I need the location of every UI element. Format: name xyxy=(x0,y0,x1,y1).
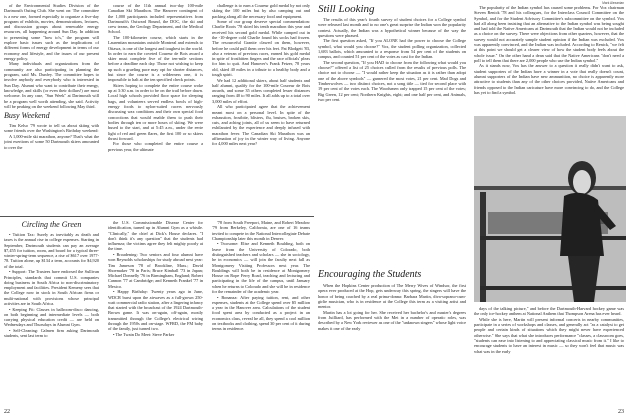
paragraph: • Support: The Trustees have endorsed the Sullivan Principles, standards that commit U.S. companies doing business in South Africa to non-discriminatory employment and facilities. President Kemeny sees that the College now in stock in South African firms or multi-national with provisions whose principal activities are in South Africa. xyxy=(4,269,99,307)
enc-col1-paragraphs xyxy=(318,283,466,331)
page-number-left: 22 xyxy=(4,409,10,415)
paragraph: '78 from South Freeport, Maine, and Robert Meadow '79 from Berkeley, California, are one of 16 teams invited to compete in the National Intercollegiate Debate Championship later this month in Denver. xyxy=(212,220,310,241)
paragraph: While she is here, Martin will present informal concerts in nearby communities, participate in a series of workshops and classes, and generally act "as a catalyst to get people and certain kinds of situations which they might never have experienced otherwise." She says that what she introduces performance "classes, a classroom goes, "students can ease into listening to and appreciating classical music from it." I like to encourage students to have an interest in music — so they won't feel that music was what was in the early xyxy=(474,316,624,354)
still-looking-title: Still Looking xyxy=(318,3,375,15)
box-col3-paragraphs xyxy=(212,220,310,332)
paragraph: • Tuition Tax: Surely as inevitably as death and taxes is the annual rise in college expenses. Starting in September, Dartmouth students can pay an average $7,455 for tuition, room, and board for a typical three-winter-spring-term sequence, a rise of $617 over 1977-78. Tuition alone, up $134 a term, accounts for $4,920 of the total. xyxy=(4,232,99,269)
circling-box-col3 xyxy=(212,220,310,405)
encouraging-title: Encouraging the Students xyxy=(318,269,422,280)
paragraph: • Broadening: Two seniors and four alumni have won Reynolds scholarships for study abroad next year: Tim Jameson '78 of Brookline, Mass.; David Shoemaker '78 in Paris; Bruce Kimball '73 in Japan; Michael Donnelly '76 in Birmingham, England; Robert Cannon '77 at Cambridge; and Kenneth Frankel '77 in Mexico. xyxy=(108,251,203,289)
page-number-right: 23 xyxy=(618,409,624,415)
paragraph: The first question asked, "If you ALONE had the power to choose the College symbol, what would you choose?" Vox, the student polling organization, collected 1,683 ballots, which amounted to a response from 54 per cent of the students on campus, and counted 51 per cent of the votes as cast for the Indian. xyxy=(318,38,466,60)
circling-box-col2 xyxy=(108,220,203,405)
paragraph: Tim Kelso '79 wrote to tell us about skiing with some friends over the Washington's Birthday weekend: xyxy=(4,123,99,134)
paragraph: As it stands now, Vox has the answer to a question it really didn't want to ask, student supporters of the Indian have a winner in a vote that really doesn't count, alumni supporters of the Indian have new ammunition, no choice is apparently more attractive to students than any of the other choices provided, Native Americans and friends opposed to the Indian caricature have more convincing to do, and the College has yet to find a symbol. xyxy=(474,63,624,95)
paragraph: • The Twain Do Meet: Steve Parker xyxy=(113,331,175,337)
left-col1-paragraphs xyxy=(4,3,99,109)
paragraph: When the Hopkins Center production of The Merry Wives of Windsor, the first opera ever produced at the Hop, gets underway this spring, the singers will have the honor of being coached by a real prima-donna: Barbara Martin, diva-soprano-cum-girlie musician, who is in residence at the College this term as a visiting artist and mentor. xyxy=(318,283,466,310)
left-col3-paragraphs xyxy=(212,3,310,147)
paragraph: • Twosome: Elise and Kenneth Boulding, both on leave from the University of Colorado, both distinguished teachers and scholars — she in sociology, he in economics — will join the faculty next fall as Montgomery Visiting Professors next year. The Bouldings will both be in residence at Montgomery House on Rope Ferry Road, teaching and lecturing and participating in the life of the campus, until January when he returns to Colorado and she will be in residence for the remainder of the academic year. xyxy=(212,241,310,295)
paragraph: • Bonanza: After paying tuition, rent, and other expenses, students at the College spend over $5 million a year in the Hanover area. Calculations of the student food spent area by conducted as a project in an economics class, reveal he all, they spend a cool million on textbooks and clothing, spend 30 per cent of it during terms in residence. xyxy=(212,294,310,332)
still-col1-paragraphs xyxy=(318,17,466,102)
paragraph: All who participated agree that the achievement meant most on a personal level. In spite of the exhaustion, frostbite, blisters, flu, bruises, broken skis, cuts, and aching joints, all of us seem to have returned exhilarated by the experience and deeply infused with marathon fever. The Canadian Ski Marathon was an affirmation of joy in the winter way of living. Anyone for 4,000 miles next year? xyxy=(212,104,310,147)
paragraph: Martin has a lot going for her. She received her bachelor's and master's degrees from Juilliard, has performed with the Met in a number of operatic roles, was described by a New York reviewer as one of the "unknown singers" whose light voice makes it one of the early xyxy=(318,309,466,331)
still-col2-paragraphs xyxy=(474,5,624,95)
paragraph: A 1,000-mile ski marathon, anyone? That's what the joint exertions of some 50 Dartmouth skiers amounted to over the xyxy=(4,133,99,150)
enc-col2 xyxy=(474,306,624,407)
paragraph: Many individuals and organizations from the community are also participating in planning the program, said Ms. Dunfey. The committee hopes to involve anybody and everybody who is interested in Sun Day. Alumni who want to contribute their energy, knowledge, and skills (or even their dollars!) are most welcome. In any case, "Sun Week" at Dartmouth will be a program well worth attending, she said. Activity will be peaking on the weekend following May third. xyxy=(4,61,99,109)
box-col1-paragraphs xyxy=(4,232,99,339)
paragraph: Skiers hoping to complete the entire course woke up at 3:30 a.m. in order to be on the trail before dawn. Local high schools provided floor space for sleeping bags, and volunteers served endless bowls of high-energy foods to nylon-suited racers nervously discussing wax conditions and their own special food concoctions that would enable them to push their bodies through ten or more hours of skiing. We were bused to the start, and at 5:45 a.m., under the eerie light of red and green flares, the first 100 or so skiers thrust forward. xyxy=(108,82,203,141)
singer-photo xyxy=(474,116,626,302)
paragraph: For those who completed the entire course a previous year, the ultimate xyxy=(108,141,203,152)
circling-the-green-heading: Circling the Green xyxy=(21,220,82,229)
enc-col2-paragraphs xyxy=(474,306,624,354)
left-col2-top xyxy=(108,3,203,213)
section-divider xyxy=(0,216,314,217)
enc-col1 xyxy=(318,283,466,407)
paragraph: • Self-Cleaning: Calmen firm asking Dartmouth students, sent last term to xyxy=(4,327,99,339)
still-col2 xyxy=(474,5,624,113)
paragraph: The second question, "If you HAD to choose from the following what would you choose?" offered a list of 25 choices culled from the results of previous polls. The choice not to choose — "I would rather keep the situation as it is rather than adopt one of the above symbols" — garnered the most votes, 21 per cent. Mad Dogs and Timberwolves — two distinct choices, not a song title — tied for second place with 19 per cent of the votes each. The Woodsmen only trapped 15 per cent of the votes; Big Green, 12 per cent; Northern Knights, eight; and one half per cent, and Animals, two per cent. xyxy=(318,59,466,102)
left-col3-top xyxy=(212,3,310,213)
paragraph: The popularity of the Indian symbol has caused some problems. For Vox chairman Steven Renick '78 and his colleagues, for the Interclass Council Committee on the Symbol, and for the Student Advisory Committee's subcommittee on the symbol. Vox had all along been insisting that an alternative to the Indian symbol was being sought and had told the Native Americans at Dartmouth that the Indian would not be included as a choice on the survey. There were objections from other quarters, however, that the survey would not accurately sample student opinion if the Indian was excluded. Vox was apparently convinced, and the Indian was included. According to Renick, "we felt at this point we should get a clearer view of how the student body feels about the whole issue." On the other hand a dean said that the Native Americans "don't need a poll to tell them that there are 2,000 people who use the Indian symbol." xyxy=(474,5,624,63)
paragraph: challenge is to earn a Coureur gold medal by not only skiing the 100 miles but by also camping out and packing along all the necessary food and equipment. xyxy=(212,3,310,19)
paragraph: • Happy Birthday: Twenty years ago in June, WDCR burst upon the airwaves as a full-grown 250-watt commercial radio station, after a lingering infancy that started with the broadcast of the 1924 Dartmouth-Brown game. It was on-again, off-again, mostly transmitted through the College's electrical wiring through the 1950s and on-stage. WFRD, the FM baby of the family, just turned two. xyxy=(108,289,203,332)
paragraph: • Keeping Fit: Classes in ballroom-disco dancing, on both beginning and intermediate levels — both carrying physical education credit — are held on Wednesdays and Thursdays in Alumni Gym. xyxy=(4,306,99,328)
paragraph: The results of this year's fourth survey of student choices for a College symbol were released last month and to no one's great surprise the Indian won the popularity contest. Actually, the Indian was a hypothetical winner because of the way the questions were phrased. xyxy=(318,17,466,38)
paragraph: of the Environmental Studies Division of the Dartmouth Outing Club. She went on: The committee is a new one, formed especially to organize a five-day program of exhibits, movies, demonstrations, lectures, and discussion groups about renewable energy resources, all happening around Sun Day. In addition to presenting some "how to's," the program will explore basic issues such as the implications of different forms of energy development in terms of our economy and lifestyle, and the issues of our present energy policy. xyxy=(4,3,99,61)
paragraph: days of the talking picture," and before the Dartmouth-Harvard hockey game was the only ice-hockey anthem at National Anthem that Thompson Arena has ever heard. xyxy=(474,306,624,317)
left-col1-top xyxy=(4,3,99,213)
photo-credit: Mark Alexanian xyxy=(602,1,624,5)
left-col1-bottom-paragraphs xyxy=(4,123,99,150)
paragraph: We had 12 additional skiers, about half students and half alumni, qualify for the 100-mile Coureur de Bois awards, and some 35 others completed lesser distances ranging from 40 to 90 miles. It all adds up to a total over 3,000 miles of effort. xyxy=(212,77,310,104)
paragraph: course of the 11th annual two-day 100-mile Canadian Ski Marathon. The Hanover contingent of the 1,000 participants included representatives from Dartmouth's Outward Bound, the DOC, the ski and crew teams, the Geology Department, and the Medical School. xyxy=(108,3,203,35)
box-col2-paragraphs xyxy=(108,220,203,337)
paragraph: Some of our group deserve special commendation: Charlie Roots '78 skied his tenth marathon this year and received his second gold medal. While camped out in the -10-degree cold Charlie found his socks had frozen. The resourceful Granite clawed on them, however, before he could pull them over his feet. Pat Blodgett '83, also a veteran of previous races, earned his gold medal in spite of frostbitten fingers and the race officials' pleas for him to quit. And Hanover's Frank Fetzer, 78 years old, skied 40 miles in a tribute to a healthy body and a tough spirit. xyxy=(212,19,310,78)
right-page xyxy=(314,0,628,420)
paragraph: The 100-kilometer course, which starts in the Laurentian mountains outside Montreal and extends to Ottawa, is one of the longest and toughest in the world. In order to earn the coveted Coureur de Bois award a skier must complete five of the ten-mile sections before a deadline each day. Those not wishing to keep up such a grueling pace may opt for shorter distances, but since the course is a wilderness one, it is impossible to halt at the ten specified check points. xyxy=(108,34,203,83)
still-col1 xyxy=(318,17,466,267)
paragraph: the U.S. Commissionable Disease Center for identification, turned up in Alumni Gym as a whistle. "Clinically," the chief at Dick's House declares. "I don't think it's any question" that the students had influenza; the victims agree they felt mighty poorly at the time. xyxy=(108,220,203,252)
busy-weekend-heading: Busy Weekend xyxy=(4,111,50,121)
circling-box-col1 xyxy=(4,220,99,405)
left-col2-paragraphs xyxy=(108,3,203,152)
